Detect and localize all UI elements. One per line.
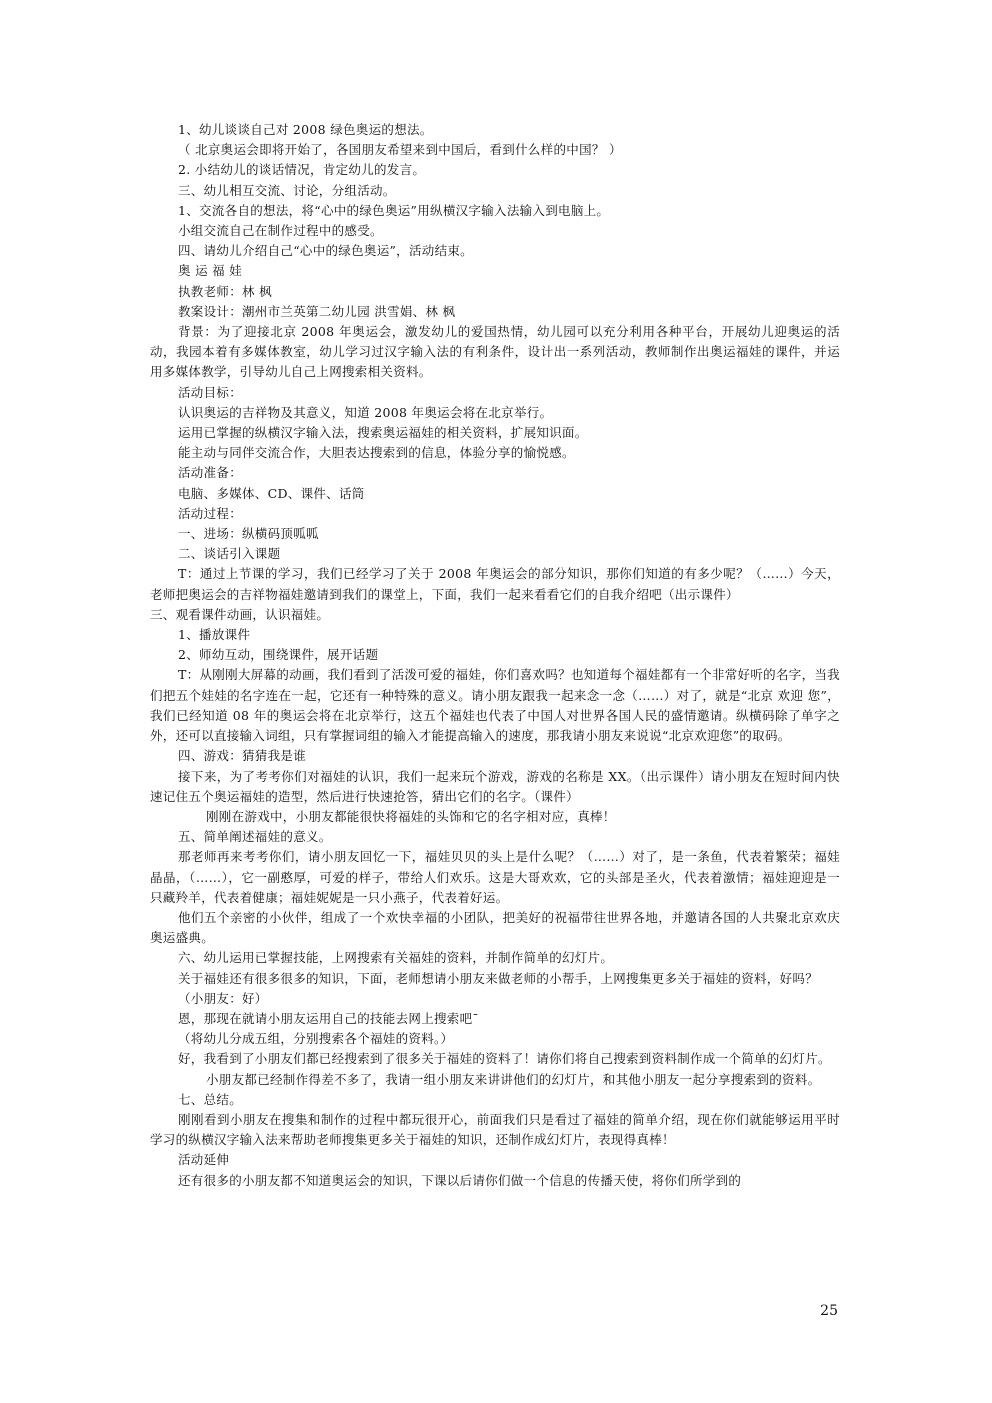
page-number: 25	[820, 1303, 838, 1319]
text-line: 活动准备：	[178, 465, 243, 481]
text-line: 关于福娃还有很多很多的知识，下面，老师想请小朋友来做老师的小帮手，上网搜集更多关于福娃的资料，好吗？	[178, 970, 819, 986]
text-line: 那老师再来考考你们，请小朋友回忆一下，福娃贝贝的头上是什么呢？（……）对了，是一条鱼，代表着繁荣；福娃晶晶，（……），它一副憨厚，可爱的样子，带给人们欢乐。这是大哥欢欢，它的头部是圣火，代表着激情；福娃迎迎是一只藏羚羊，代表着健康；福娃妮妮是一只小燕子，代表着好运。	[150, 849, 840, 905]
text-line: 四、请幼儿介绍自己“心中的绿色奥运”，活动结束。	[178, 243, 473, 259]
text-line: 还有很多的小朋友都不知道奥运会的知识，下课以后请你们做一个信息的传播天使，将你们所学到的	[178, 1172, 742, 1188]
text-line: 1、交流各自的想法，将“心中的绿色奥运”用纵横汉字输入法输入到电脑上。	[178, 202, 610, 218]
text-line: 他们五个亲密的小伙伴，组成了一个欢快幸福的小团队，把美好的祝福带往世界各地，并邀请各国的人共聚北京欢庆奥运盛典。	[150, 909, 840, 946]
text-line: T：通过上节课的学习，我们已经学习了关于 2008 年奥运会的部分知识，那你们知道的有多少呢？（……）今天，老师把奥运会的吉祥物福娃邀请到我们的课堂上，下面，我们一起来看看它们的自我介绍吧（出示课件）	[150, 566, 840, 602]
text-line: 教案设计：潮州市兰英第二幼儿园 洪雪娟、林 枫	[178, 303, 456, 319]
text-line: 能主动与同伴交流合作，大胆表达搜索到的信息，体验分享的愉悦感。	[178, 445, 575, 461]
text-line: 认识奥运的吉祥物及其意义，知道 2008 年奥运会将在北京举行。	[178, 404, 553, 420]
text-line: 背景：为了迎接北京 2008 年奥运会，激发幼儿的爱国热情，幼儿园可以充分利用各种平台，开展幼儿迎奥运的活动，我园本着有多媒体教室，幼儿学习过汉字输入法的有利条件，设计出一系列活动，教师制作出奥运福娃的课件，并运用多媒体教学，引导幼儿自己上网搜索相关资料。	[150, 324, 840, 380]
text-line: （小朋友：好）	[178, 990, 268, 1006]
text-line: 小朋友都已经制作得差不多了，我请一组小朋友来讲讲他们的幻灯片，和其他小朋友一起分享搜索到的资料。	[206, 1071, 821, 1087]
text-line: 2. 小结幼儿的谈话情况，肯定幼儿的发言。	[178, 162, 426, 178]
text-line: 一、进场：纵横码顶呱呱	[178, 526, 319, 542]
text-line: T：从刚刚大屏幕的动画，我们看到了活泼可爱的福娃，你们喜欢吗？也知道每个福娃都有一个非常好听的名字，当我们把五个娃娃的名字连在一起，它还有一种特殊的意义。请小朋友跟我一起来念一念（……）对了，就是“北京 欢迎 您”，我们已经知道 08 年的奥运会将在北京举行，这五个福娃也代表了中国人对世界各国人民的盛情邀请。纵横码除了单字之外，还可以直接输入词组，只有掌握词组的输入才能提高输入的速度，那我请小朋友来说说“北京欢迎您”的取码。	[150, 667, 840, 744]
text-line: 刚刚看到小朋友在搜集和制作的过程中都玩很开心，前面我们只是看过了福娃的简单介绍，现在你们就能够运用平时学习的纵横汉字输入法来帮助老师搜集更多关于福娃的知识，还制作成幻灯片，表现得真棒！	[150, 1111, 840, 1148]
body-text	[150, 120, 840, 1191]
text-line: 四、游戏：猜猜我是谁	[178, 748, 307, 764]
text-line: 六、幼儿运用已掌握技能，上网搜索有关福娃的资料，并制作简单的幻灯片。	[178, 950, 614, 966]
text-line: 1、幼儿谈谈自己对 2008 绿色奥运的想法。	[178, 122, 433, 137]
text-line: 奥 运 福 娃	[178, 263, 243, 279]
text-line: 执教老师：林 枫	[178, 283, 272, 299]
text-line: 恩，那现在就请小朋友运用自己的技能去网上搜索吧¯	[178, 1010, 479, 1026]
text-line: 二、谈话引入课题	[178, 546, 281, 562]
text-line: 活动目标：	[178, 384, 243, 400]
text-line: （将幼儿分成五组，分别搜索各个福娃的资料。）	[178, 1031, 454, 1047]
text-line: 活动延伸	[178, 1152, 230, 1168]
text-line: 活动过程：	[178, 505, 243, 521]
text-line: 好，我看到了小朋友们都已经搜索到了很多关于福娃的资料了！请你们将自己搜索到资料制作成一个简单的幻灯片。	[178, 1051, 831, 1067]
text-line: 接下来，为了考考你们对福娃的认识，我们一起来玩个游戏，游戏的名称是 XX。（出示课件）请小朋友在短时间内快速记住五个奥运福娃的造型，然后进行快速抢答，猜出它们的名字。（课件）	[150, 768, 840, 804]
text-line: 2、师幼互动，围绕课件，展开话题	[178, 647, 379, 663]
text-line: 七、总结。	[178, 1091, 243, 1107]
text-line: 1、播放课件	[178, 627, 251, 643]
text-line: 三、观看课件动画，认识福娃。	[150, 606, 330, 622]
text-line: 电脑、多媒体、CD、课件、话筒	[178, 485, 365, 501]
text-line: 运用已掌握的纵横汉字输入法，搜索奥运福娃的相关资料，扩展知识面。	[178, 425, 588, 441]
text-line: 三、幼儿相互交流、讨论，分组活动。	[178, 182, 396, 198]
text-line: 五、简单阐述福娃的意义。	[178, 829, 332, 845]
text-line: （ 北京奥运会即将开始了，各国朋友希望来到中国后，看到什么样的中国？ ）	[178, 142, 622, 158]
text-line: 小组交流自己在制作过程中的感受。	[178, 223, 383, 239]
text-line: 刚刚在游戏中，小朋友都能很快将福娃的头饰和它的名字相对应，真棒！	[206, 808, 616, 824]
